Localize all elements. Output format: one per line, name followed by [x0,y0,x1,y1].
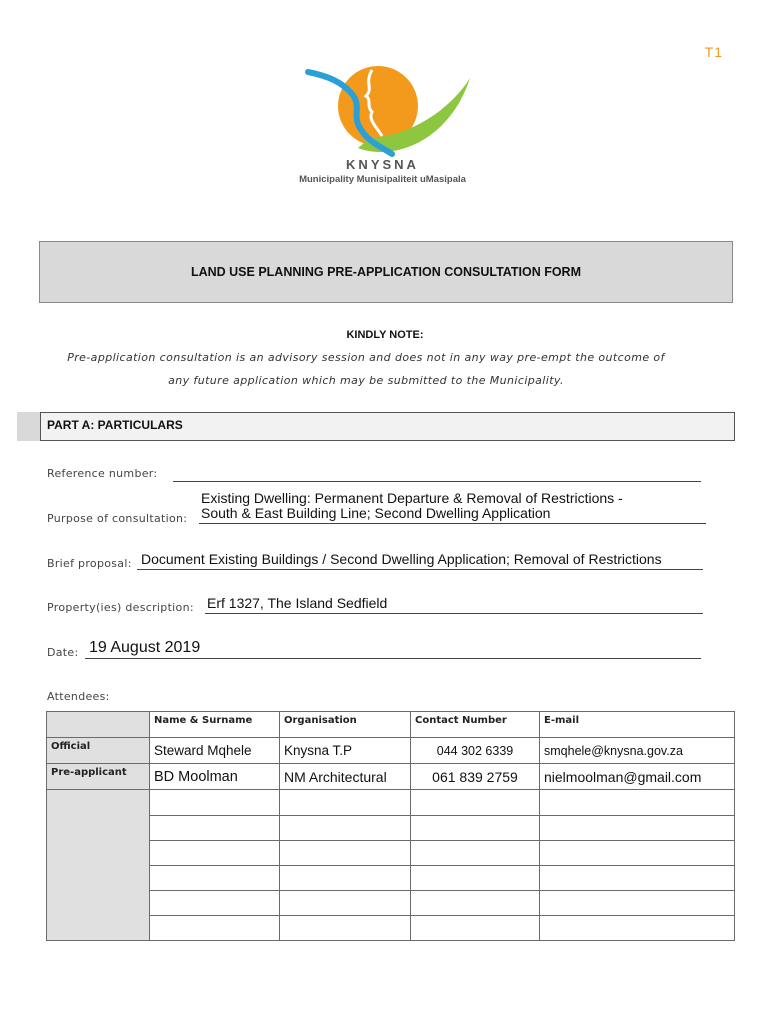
purpose-field[interactable] [199,523,706,524]
cell-organisation[interactable]: Knysna T.P [280,738,411,764]
cell-empty[interactable] [280,840,411,865]
cell-empty[interactable] [150,865,280,890]
cell-organisation[interactable]: NM Architectural [280,764,411,790]
cell-empty[interactable] [150,890,280,915]
row-role-official: Official [47,738,150,764]
col-header-name: Name & Surname [150,712,280,738]
brief-label: Brief proposal: [47,557,132,570]
cell-empty[interactable] [280,865,411,890]
table-row [47,815,735,840]
cell-empty[interactable] [411,915,540,941]
note-line-2: any future application which may be submitted to the Municipality. [168,374,564,387]
cell-empty[interactable] [280,815,411,840]
property-value: Erf 1327, The Island Sedfield [207,595,388,611]
brief-field[interactable] [137,569,703,570]
cell-empty[interactable] [150,840,280,865]
purpose-value-line-1: Existing Dwelling: Permanent Departure & Removal of Restrictions - [201,490,623,506]
row-role-empty [47,815,150,840]
part-a-marker [17,412,41,441]
cell-empty[interactable] [411,890,540,915]
cell-empty[interactable] [411,840,540,865]
row-role-empty [47,865,150,890]
row-role-empty [47,890,150,915]
date-label: Date: [47,646,79,659]
date-field[interactable] [85,658,701,659]
brand-name: KNYSNA [346,157,419,172]
cell-empty[interactable] [411,865,540,890]
part-a-header [17,412,735,441]
note-line-1: Pre-application consultation is an advisory session and does not in any way pre-empt the outcome of [67,351,665,364]
cell-email[interactable]: nielmoolman@gmail.com [540,764,735,790]
form-title: LAND USE PLANNING PRE-APPLICATION CONSULTATION FORM [39,241,733,303]
reference-field[interactable] [173,481,701,482]
col-header-contact: Contact Number [411,712,540,738]
cell-empty[interactable] [150,915,280,941]
cell-name[interactable]: Steward Mqhele [150,738,280,764]
attendees-header-row [47,712,735,738]
purpose-value-line-2: South & East Building Line; Second Dwelling Application [201,505,551,521]
row-role-pre-applicant: Pre-applicant [47,764,150,790]
cell-empty[interactable] [540,790,735,816]
brand-block [270,157,495,185]
table-row [47,790,735,816]
row-role-empty [47,915,150,941]
cell-empty[interactable] [280,790,411,816]
attendees-table [46,711,735,941]
cell-empty[interactable] [280,915,411,941]
cell-empty[interactable] [411,790,540,816]
reference-label: Reference number: [47,467,158,480]
attendees-label: Attendees: [47,690,110,703]
cell-empty[interactable] [540,915,735,941]
document-code: T1 [704,44,723,60]
table-row [47,738,735,764]
property-field[interactable] [205,613,703,614]
purpose-label: Purpose of consultation: [47,512,188,525]
cell-empty[interactable] [540,890,735,915]
cell-empty[interactable] [540,815,735,840]
cell-email[interactable]: smqhele@knysna.gov.za [540,738,735,764]
header-corner [47,712,150,738]
table-row [47,915,735,941]
cell-contact[interactable]: 061 839 2759 [411,764,540,790]
note-heading: KINDLY NOTE: [346,329,424,341]
cell-empty[interactable] [411,815,540,840]
row-role-empty [47,840,150,865]
cell-empty[interactable] [150,790,280,816]
cell-empty[interactable] [540,865,735,890]
cell-empty[interactable] [150,815,280,840]
cell-name[interactable]: BD Moolman [150,764,280,790]
date-value: 19 August 2019 [89,639,201,656]
table-row [47,764,735,790]
cell-contact[interactable]: 044 302 6339 [411,738,540,764]
brief-value: Document Existing Buildings / Second Dwelling Application; Removal of Restrictions [141,551,662,567]
part-a-title: PART A: PARTICULARS [40,412,735,441]
table-row [47,890,735,915]
table-row [47,865,735,890]
table-row [47,840,735,865]
property-label: Property(ies) description: [47,601,194,614]
col-header-email: E-mail [540,712,735,738]
cell-empty[interactable] [280,890,411,915]
cell-empty[interactable] [540,840,735,865]
brand-subtitle: Municipality Munisipaliteit uMasipala [299,174,466,185]
col-header-organisation: Organisation [280,712,411,738]
row-role-empty [47,790,150,816]
